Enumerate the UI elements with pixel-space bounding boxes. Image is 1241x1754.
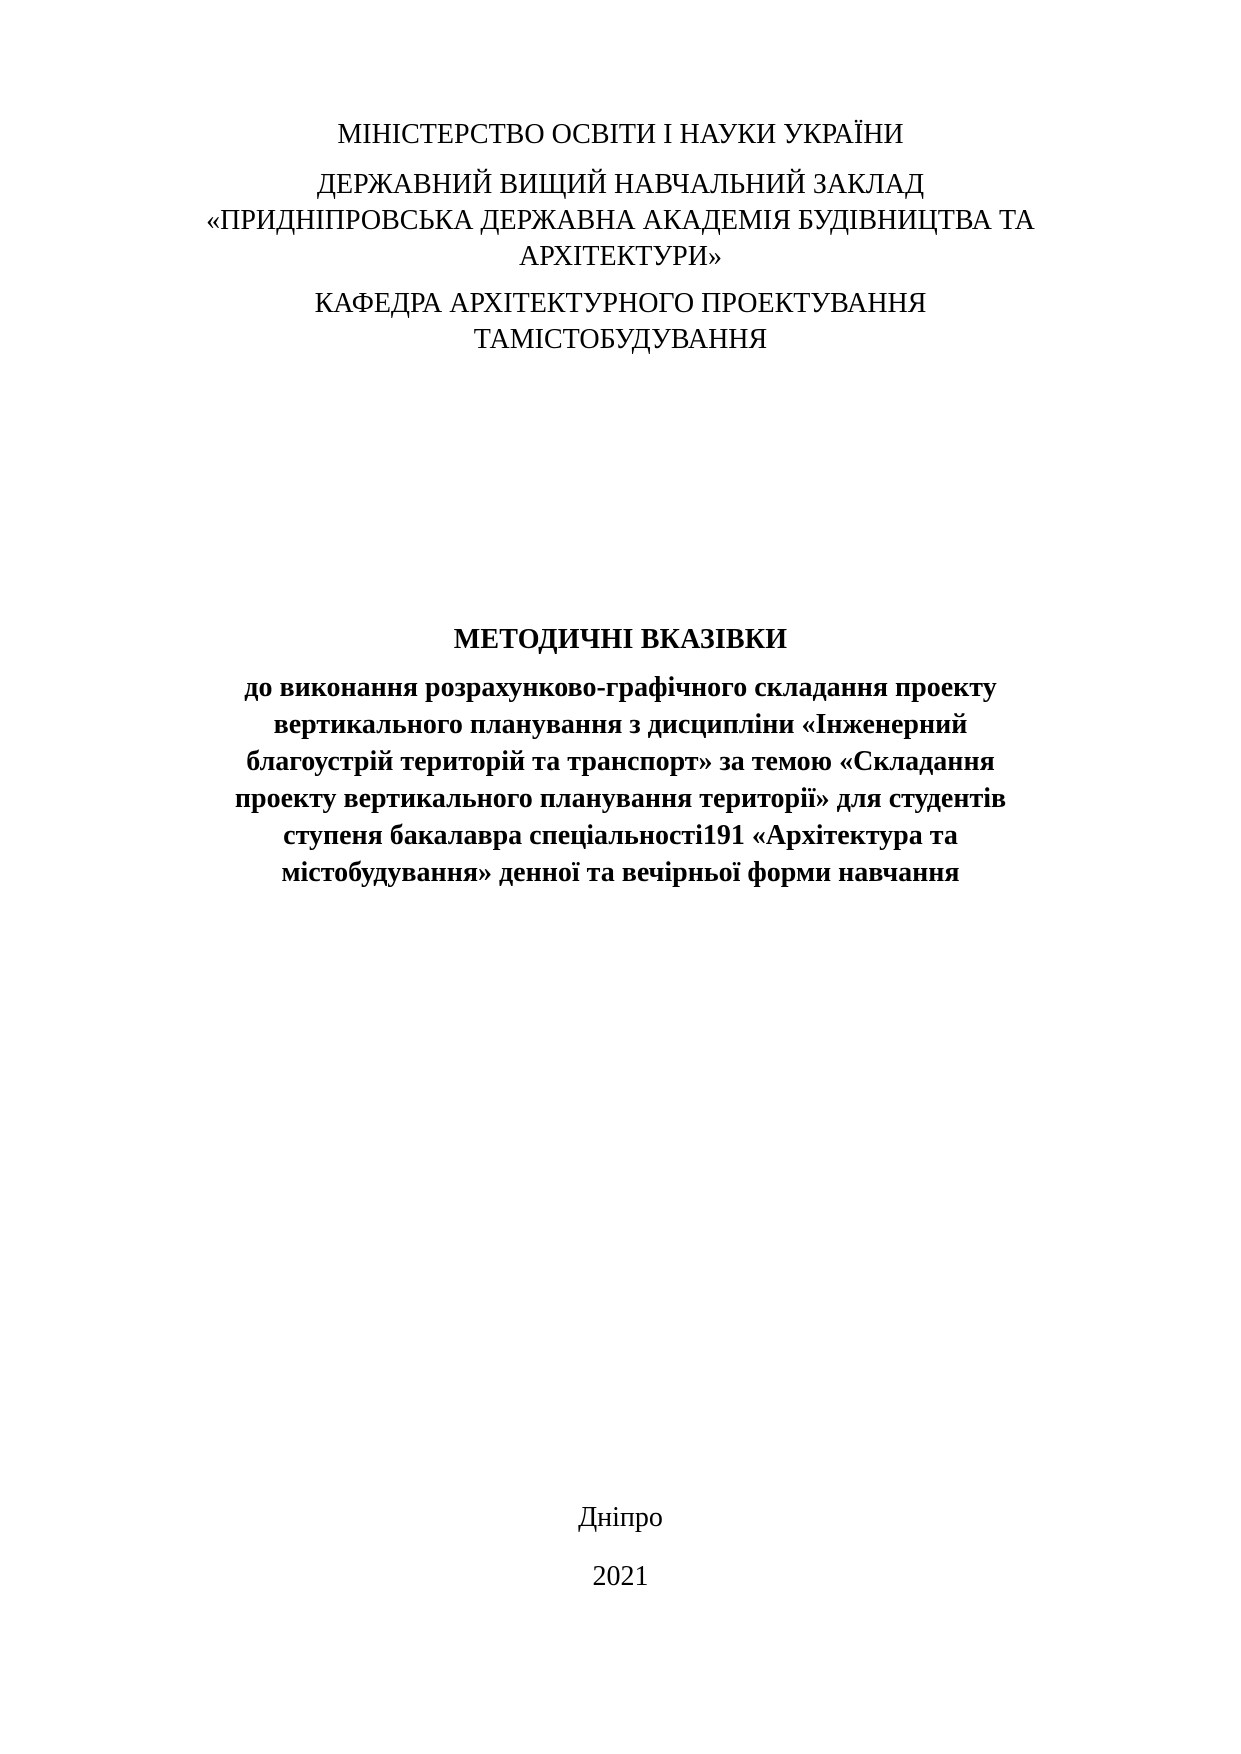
department-name	[0, 286, 1241, 358]
institution-line-1: ДЕРЖАВНИЙ ВИЩИЙ НАВЧАЛЬНИЙ ЗАКЛАД	[316, 169, 925, 200]
institution-line-2: «ПРИДНІПРОВСЬКА ДЕРЖАВНА АКАДЕМІЯ БУДІВНИЦТВА ТА	[206, 205, 1035, 236]
department-line-2: ТАМІСТОБУДУВАННЯ	[473, 324, 768, 355]
subtitle-line-2: вертикального планування з дисципліни «Інженерний	[273, 709, 968, 740]
subtitle-line-5: ступеня бакалавра спеціальності191 «Архітектура та	[283, 820, 958, 851]
year	[0, 1559, 1241, 1595]
document-title-text: МЕТОДИЧНІ ВКАЗІВКИ	[453, 624, 788, 655]
city	[0, 1500, 1241, 1536]
ministry-line: МІНІСТЕРСТВО ОСВІТИ І НАУКИ УКРАЇНИ	[337, 119, 904, 150]
document-subtitle	[0, 669, 1241, 891]
subtitle-line-4: проекту вертикального планування території» для студентів	[234, 783, 1007, 814]
city-text: Дніпро	[578, 1502, 663, 1533]
institution-name	[0, 167, 1241, 275]
year-text: 2021	[592, 1561, 649, 1592]
department-line-1: КАФЕДРА АРХІТЕКТУРНОГО ПРОЕКТУВАННЯ	[314, 288, 927, 319]
subtitle-line-3: благоустрій територій та транспорт» за темою «Складання	[246, 746, 995, 777]
subtitle-line-1: до виконання розрахунково-графічного складання проекту	[244, 672, 997, 703]
institution-line-3: АРХІТЕКТУРИ»	[519, 241, 722, 272]
ministry-name	[0, 117, 1241, 153]
document-title	[0, 622, 1241, 658]
subtitle-line-6: містобудування» денної та вечірньої форми навчання	[281, 857, 960, 888]
